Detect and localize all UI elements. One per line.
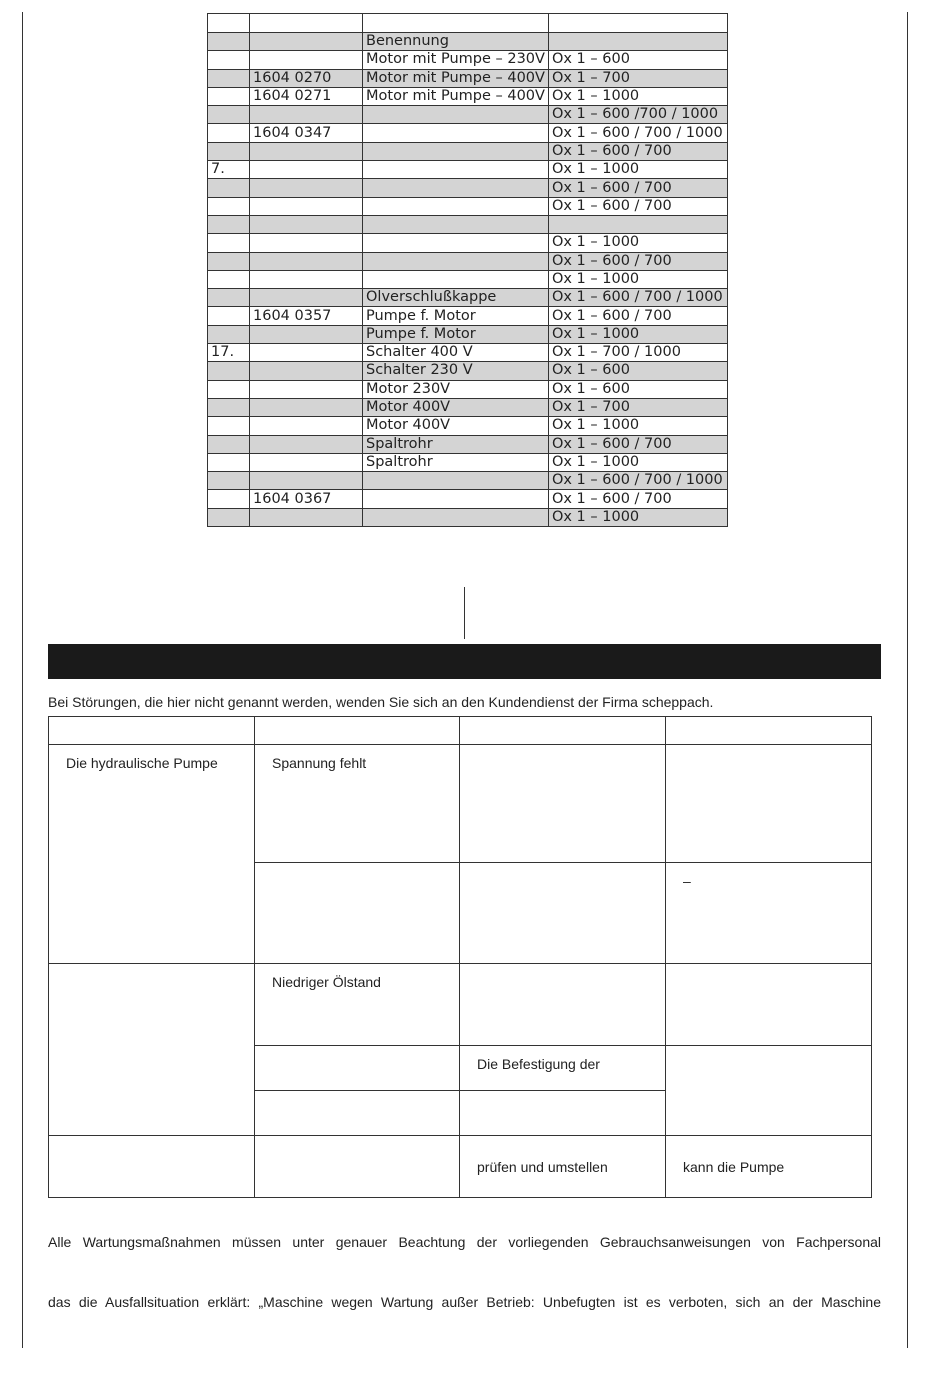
parts-row: [208, 197, 728, 215]
problem-cell: [49, 1136, 255, 1198]
parts-name-cell: Motor mit Pumpe – 230V: [363, 51, 549, 69]
parts-name-cell: Motor 230V: [363, 380, 549, 398]
vertical-divider: [464, 587, 465, 639]
parts-model-cell: Ox 1 – 600 / 700 / 1000: [548, 124, 727, 142]
parts-row: [208, 124, 728, 142]
parts-pos-cell: [208, 252, 250, 270]
parts-name-cell: Spaltrohr: [363, 435, 549, 453]
parts-name-cell: [363, 270, 549, 288]
parts-name-cell: Motor mit Pumpe – 400V: [363, 87, 549, 105]
parts-model-cell: Ox 1 – 1000: [548, 508, 727, 526]
parts-number-cell: [250, 197, 363, 215]
left-margin-line: [22, 12, 23, 1348]
parts-model-cell: Ox 1 – 1000: [548, 161, 727, 179]
parts-row: [208, 215, 728, 233]
parts-row: [208, 270, 728, 288]
parts-number-cell: 1604 0367: [250, 490, 363, 508]
parts-pos-cell: [208, 179, 250, 197]
parts-model-cell: Ox 1 – 600 / 700: [548, 252, 727, 270]
troubleshooting-row: [49, 1136, 872, 1198]
parts-name-cell: [363, 215, 549, 233]
parts-model-cell: Ox 1 – 600 / 700: [548, 490, 727, 508]
parts-number-cell: 1604 0347: [250, 124, 363, 142]
parts-model-cell: Ox 1 – 700: [548, 398, 727, 416]
parts-pos-cell: [208, 197, 250, 215]
note-cell: [666, 964, 872, 1046]
intro-text: Bei Störungen, die hier nicht genannt werden, wenden Sie sich an den Kundendienst der Firma scheppach.: [48, 694, 714, 710]
parts-name-cell: [363, 490, 549, 508]
parts-number-cell: [250, 51, 363, 69]
parts-model-cell: [548, 14, 727, 33]
troubleshooting-row: [49, 745, 872, 863]
parts-name-cell: Motor 400V: [363, 417, 549, 435]
remedy-cell: prüfen und umstellen: [460, 1136, 666, 1198]
parts-model-cell: Ox 1 – 700: [548, 69, 727, 87]
parts-pos-cell: [208, 142, 250, 160]
header-cell: [460, 717, 666, 745]
parts-number-cell: [250, 453, 363, 471]
parts-row: [208, 508, 728, 526]
section-header-bar: [48, 644, 881, 679]
troubleshooting-table: [48, 716, 872, 1198]
parts-pos-cell: [208, 234, 250, 252]
cause-cell: Niedriger Ölstand: [255, 964, 460, 1046]
parts-row: [208, 14, 728, 33]
parts-name-cell: [363, 472, 549, 490]
parts-pos-cell: [208, 453, 250, 471]
parts-pos-cell: [208, 87, 250, 105]
header-cell: [255, 717, 460, 745]
parts-model-cell: Ox 1 – 600 / 700: [548, 435, 727, 453]
parts-number-cell: [250, 252, 363, 270]
parts-name-cell: [363, 124, 549, 142]
parts-model-cell: Ox 1 – 600 / 700: [548, 307, 727, 325]
parts-name-cell: [363, 179, 549, 197]
parts-name-cell: Benennung: [363, 33, 549, 51]
parts-number-cell: [250, 142, 363, 160]
parts-name-cell: [363, 234, 549, 252]
parts-number-cell: [250, 417, 363, 435]
parts-row: [208, 252, 728, 270]
parts-pos-cell: 7.: [208, 161, 250, 179]
parts-name-cell: [363, 161, 549, 179]
parts-model-cell: Ox 1 – 700 / 1000: [548, 344, 727, 362]
parts-name-cell: [363, 508, 549, 526]
parts-model-cell: Ox 1 – 1000: [548, 87, 727, 105]
parts-name-cell: Pumpe f. Motor: [363, 325, 549, 343]
parts-number-cell: [250, 344, 363, 362]
note-cell: [666, 1046, 872, 1136]
cause-cell: [255, 863, 460, 964]
parts-pos-cell: [208, 215, 250, 233]
problem-cell: Die hydraulische Pumpe: [49, 745, 255, 964]
parts-model-cell: Ox 1 – 600 / 700 / 1000: [548, 289, 727, 307]
parts-number-cell: [250, 270, 363, 288]
parts-model-cell: [548, 215, 727, 233]
cause-cell: [255, 1136, 460, 1198]
parts-row: [208, 51, 728, 69]
maintenance-text-line-1: Alle Wartungsmaßnahmen müssen unter genauer Beachtung der vorliegenden Gebrauchsanweisungen von Fachpersonal: [48, 1234, 881, 1250]
parts-model-cell: Ox 1 – 1000: [548, 234, 727, 252]
parts-pos-cell: [208, 325, 250, 343]
parts-model-cell: Ox 1 – 600 /700 / 1000: [548, 106, 727, 124]
parts-name-cell: Schalter 230 V: [363, 362, 549, 380]
header-cell: [666, 717, 872, 745]
parts-pos-cell: [208, 124, 250, 142]
parts-pos-cell: [208, 106, 250, 124]
parts-row: [208, 380, 728, 398]
parts-number-cell: 1604 0270: [250, 69, 363, 87]
parts-model-cell: Ox 1 – 600 / 700: [548, 197, 727, 215]
parts-pos-cell: [208, 51, 250, 69]
parts-row: [208, 234, 728, 252]
parts-pos-cell: [208, 398, 250, 416]
parts-number-cell: [250, 33, 363, 51]
parts-number-cell: [250, 234, 363, 252]
parts-model-cell: Ox 1 – 1000: [548, 270, 727, 288]
parts-number-cell: 1604 0357: [250, 307, 363, 325]
parts-number-cell: [250, 472, 363, 490]
parts-pos-cell: [208, 508, 250, 526]
parts-model-cell: Ox 1 – 1000: [548, 417, 727, 435]
parts-number-cell: [250, 179, 363, 197]
parts-pos-cell: [208, 435, 250, 453]
parts-number-cell: [250, 380, 363, 398]
right-margin-line: [907, 12, 908, 1348]
cause-cell: Spannung fehlt: [255, 745, 460, 863]
parts-name-cell: [363, 197, 549, 215]
parts-name-cell: Schalter 400 V: [363, 344, 549, 362]
parts-number-cell: [250, 161, 363, 179]
cause-cell: [255, 1091, 460, 1136]
parts-number-cell: 1604 0271: [250, 87, 363, 105]
problem-cell: [49, 964, 255, 1136]
parts-model-cell: Ox 1 – 600: [548, 362, 727, 380]
parts-row: [208, 344, 728, 362]
parts-model-cell: Ox 1 – 600 / 700 / 1000: [548, 472, 727, 490]
parts-name-cell: Motor mit Pumpe – 400V: [363, 69, 549, 87]
parts-row: [208, 325, 728, 343]
parts-name-cell: Ölverschlußkappe: [363, 289, 549, 307]
remedy-cell: [460, 964, 666, 1046]
parts-pos-cell: [208, 69, 250, 87]
parts-name-cell: [363, 14, 549, 33]
troubleshooting-row: [49, 964, 872, 1046]
parts-model-cell: Ox 1 – 600: [548, 380, 727, 398]
parts-pos-cell: [208, 33, 250, 51]
parts-pos-cell: [208, 14, 250, 33]
troubleshooting-header-row: [49, 717, 872, 745]
parts-row: [208, 161, 728, 179]
parts-model-cell: Ox 1 – 600 / 700: [548, 179, 727, 197]
note-cell: kann die Pumpe: [666, 1136, 872, 1198]
header-cell: [49, 717, 255, 745]
parts-name-cell: [363, 142, 549, 160]
parts-pos-cell: 17.: [208, 344, 250, 362]
cause-cell: [255, 1046, 460, 1091]
remedy-cell: [460, 863, 666, 964]
note-cell: [666, 745, 872, 863]
parts-row: [208, 398, 728, 416]
remedy-cell: Die Befestigung der: [460, 1046, 666, 1091]
parts-number-cell: [250, 106, 363, 124]
parts-model-cell: Ox 1 – 1000: [548, 325, 727, 343]
remedy-cell: [460, 745, 666, 863]
parts-pos-cell: [208, 270, 250, 288]
parts-number-cell: [250, 14, 363, 33]
parts-row: [208, 453, 728, 471]
parts-row: [208, 307, 728, 325]
remedy-cell: [460, 1091, 666, 1136]
parts-pos-cell: [208, 417, 250, 435]
parts-row: [208, 69, 728, 87]
parts-row: [208, 179, 728, 197]
parts-row: [208, 142, 728, 160]
parts-number-cell: [250, 325, 363, 343]
parts-number-cell: [250, 362, 363, 380]
parts-row: [208, 417, 728, 435]
parts-row: [208, 289, 728, 307]
parts-pos-cell: [208, 362, 250, 380]
parts-row: [208, 87, 728, 105]
parts-number-cell: [250, 215, 363, 233]
parts-number-cell: [250, 289, 363, 307]
parts-name-cell: Pumpe f. Motor: [363, 307, 549, 325]
parts-pos-cell: [208, 472, 250, 490]
parts-row: [208, 472, 728, 490]
parts-model-cell: [548, 33, 727, 51]
parts-number-cell: [250, 435, 363, 453]
note-cell: –: [666, 863, 872, 964]
maintenance-text-line-2: das die Ausfallsituation erklärt: „Maschine wegen Wartung außer Betrieb: Unbefugten ist es verboten, sich an der Maschine: [48, 1294, 881, 1310]
parts-name-cell: Spaltrohr: [363, 453, 549, 471]
parts-pos-cell: [208, 307, 250, 325]
parts-name-cell: [363, 252, 549, 270]
parts-number-cell: [250, 508, 363, 526]
parts-row: [208, 362, 728, 380]
parts-model-cell: Ox 1 – 600: [548, 51, 727, 69]
parts-pos-cell: [208, 380, 250, 398]
parts-name-cell: [363, 106, 549, 124]
parts-name-cell: Motor 400V: [363, 398, 549, 416]
parts-row: [208, 106, 728, 124]
parts-row: [208, 33, 728, 51]
parts-row: [208, 435, 728, 453]
parts-pos-cell: [208, 490, 250, 508]
parts-row: [208, 490, 728, 508]
parts-table: [207, 13, 728, 527]
parts-model-cell: Ox 1 – 1000: [548, 453, 727, 471]
parts-model-cell: Ox 1 – 600 / 700: [548, 142, 727, 160]
parts-pos-cell: [208, 289, 250, 307]
parts-number-cell: [250, 398, 363, 416]
